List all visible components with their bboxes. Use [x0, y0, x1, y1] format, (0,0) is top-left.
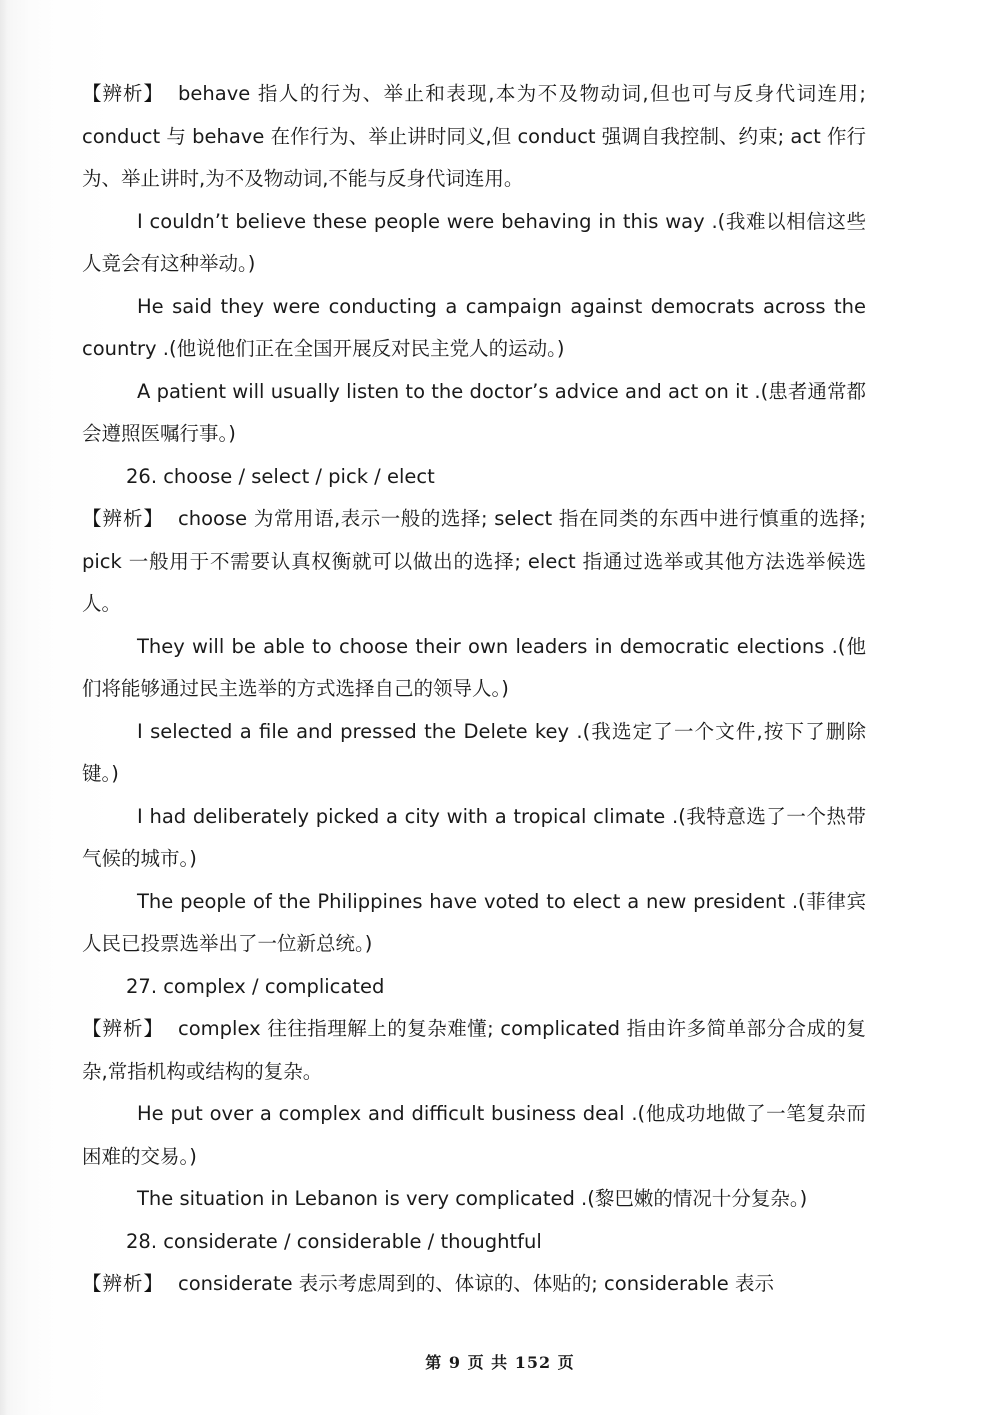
page-number-footer: 第 9 页 共 152 页 — [425, 1353, 575, 1372]
analysis-tag: 【辨析】 — [82, 1017, 165, 1040]
analysis-text: considerate 表示考虑周到的、体谅的、体贴的; considerable 表示 — [178, 1272, 774, 1295]
example-sentence: The situation in Lebanon is very complicated .(黎巴嫩的情况十分复杂。) — [137, 1187, 808, 1210]
analysis-tag: 【辨析】 — [82, 507, 165, 530]
analysis-paragraph — [82, 73, 866, 201]
analysis-tag: 【辨析】 — [82, 82, 165, 105]
example-sentence: He said they were conducting a campaign against democrats across the country .(他说他们正在全国开展反对民主党人的运动。) — [82, 294, 866, 360]
example-sentence: I couldn’t believe these people were behaving in this way .(我难以相信这些人竟会有这种举动。) — [82, 209, 866, 275]
section-heading: 28. considerate / considerable / thoughtful — [126, 1229, 542, 1253]
example-sentence: The people of the Philippines have voted to elect a new president .(菲律宾人民已投票选举出了一位新总统。) — [82, 889, 866, 955]
page-content — [82, 73, 866, 1306]
analysis-text: choose 为常用语,表示一般的选择; select 指在同类的东西中进行慎重的选择; pick 一般用于不需要认真权衡就可以做出的选择; elect 指通过选举或其他方法选举候选人。 — [82, 507, 866, 615]
analysis-text: complex 往往指理解上的复杂难懂; complicated 指由许多简单部分合成的复杂,常指机构或结构的复杂。 — [82, 1017, 866, 1083]
analysis-tag: 【辨析】 — [82, 1272, 165, 1295]
section-heading: 26. choose / select / pick / elect — [126, 464, 435, 488]
example-sentence: He put over a complex and difficult business deal .(他成功地做了一笔复杂而困难的交易。) — [82, 1102, 866, 1168]
example-sentence: They will be able to choose their own leaders in democratic elections .(他们将能够通过民主选举的方式选择自己的领导人。) — [82, 634, 866, 700]
example-sentence: I had deliberately picked a city with a tropical climate .(我特意选了一个热带气候的城市。) — [82, 804, 866, 870]
analysis-paragraph — [82, 498, 866, 626]
analysis-paragraph — [82, 1263, 866, 1306]
example-sentence: A patient will usually listen to the doctor’s advice and act on it .(患者通常都会遵照医嘱行事。) — [82, 379, 866, 445]
analysis-text: behave 指人的行为、举止和表现,本为不及物动词,但也可与反身代词连用; conduct 与 behave 在作行为、举止讲时同义,但 conduct 强调自我控制、约束; act 作行为、举止讲时,为不及物动词,不能与反身代词连用。 — [82, 82, 866, 190]
example-sentence: I selected a file and pressed the Delete key .(我选定了一个文件,按下了删除键。) — [82, 719, 866, 785]
section-heading: 27. complex / complicated — [126, 974, 385, 998]
analysis-paragraph — [82, 1008, 866, 1093]
